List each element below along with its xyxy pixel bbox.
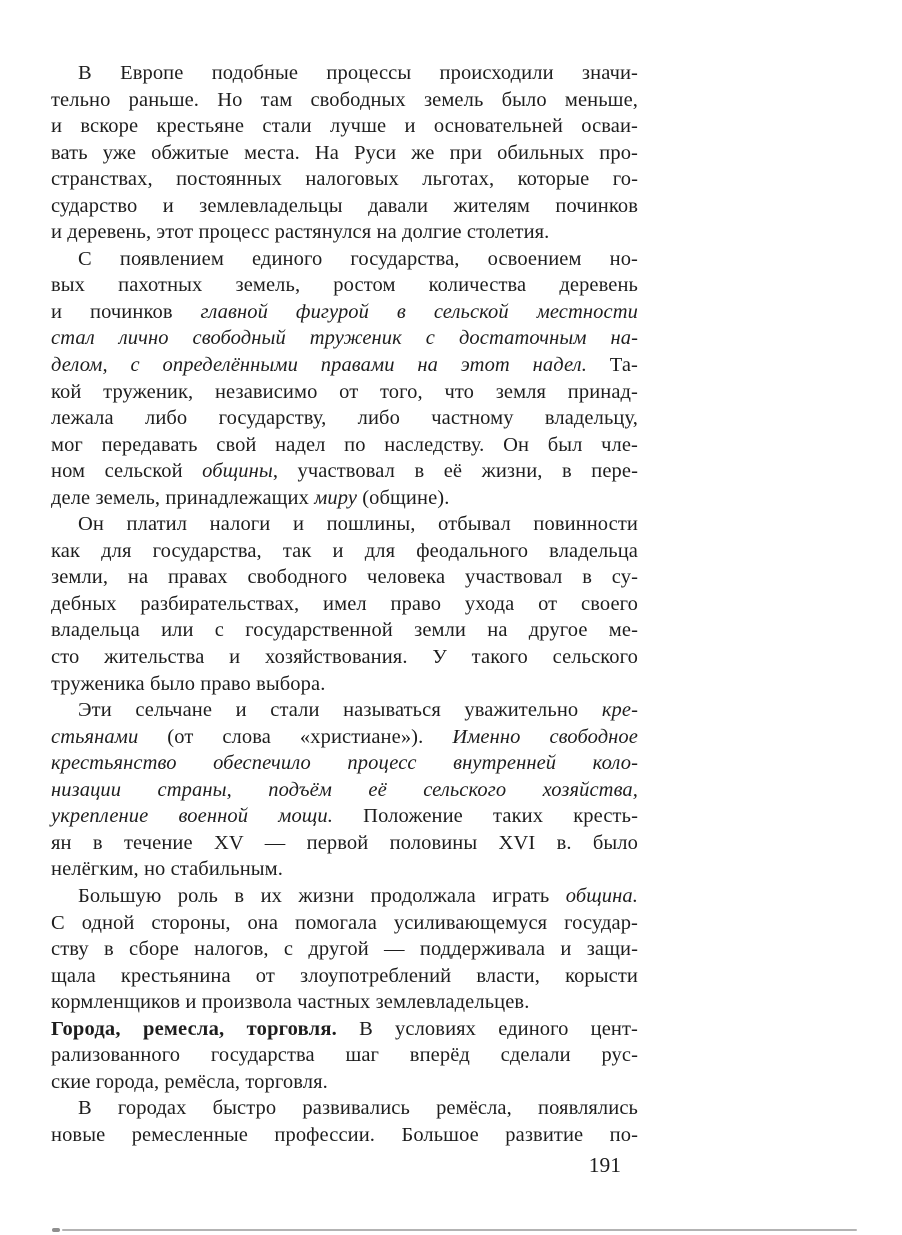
body-text: Положение таких кресть- [332,805,638,828]
text-block [51,60,638,1148]
text-line [51,140,638,167]
text-line [51,299,638,326]
body-text: ству в сборе налогов, с другой — поддерживала и защи- [51,938,638,961]
text-line [51,856,638,883]
scan-artifact-corner [52,1228,60,1232]
run-in-heading: Города, ремесла, торговля. [51,1017,337,1040]
text-line [51,405,638,432]
text-line [51,644,638,671]
body-text: труженика было право выбора. [51,672,326,695]
emphasis-text: делом, с определёнными правами на этот надел. [51,354,587,377]
body-text: кой труженик, независимо от того, что земля принад- [51,380,638,403]
paragraph [51,697,638,883]
body-text: вать уже обжитые места. На Руси же при обильных про- [51,141,638,164]
body-text: ские города, ремёсла, торговля. [51,1070,328,1093]
paragraph [51,883,638,1016]
text-line [51,617,638,644]
text-line [51,511,638,538]
text-line [51,989,638,1016]
text-line [51,883,638,910]
body-text: сто жительства и хозяйствования. У такого сельского [51,646,638,669]
text-line [51,60,638,87]
text-line [51,246,638,273]
text-line [51,671,638,698]
body-text: Та- [586,354,638,377]
body-text: С одной стороны, она помогала усиливающемуся государ- [51,911,638,934]
text-line [51,591,638,618]
text-line [51,87,638,114]
body-text: мог передавать свой надел по наследству. Он был чле- [51,433,638,456]
body-text: земли, на правах свободного человека участвовал в су- [51,566,638,589]
text-line [51,750,638,777]
body-text: и деревень, этот процесс растянулся на долгие столетия. [51,221,550,244]
body-text: кормленщиков и произвола частных землевладельцев. [51,991,530,1014]
body-text: как для государства, так и для феодального владельца [51,539,638,562]
text-line [51,1122,638,1149]
emphasis-text: низации страны, подъём её сельского хозяйства, [51,778,638,801]
body-text: ном сельской [51,460,203,483]
body-text: В Европе подобные процессы происходили значи- [78,62,638,84]
emphasis-text: стьянами [51,725,139,748]
page-number: 191 [588,1153,621,1177]
text-line [51,724,638,751]
text-line [51,564,638,591]
text-line [51,352,638,379]
text-line [51,379,638,406]
text-line [51,697,638,724]
body-text: В городах быстро развивались ремёсла, появлялись [78,1097,638,1120]
text-line [51,1095,638,1122]
text-line [51,1042,638,1069]
emphasis-text: стал лично свободный труженик с достаточным на- [51,327,638,350]
body-text: и вскоре крестьяне стали лучше и основательней осваи- [51,115,638,138]
body-text: щала крестьянина от злоупотреблений власти, корысти [51,964,638,987]
body-text: новые ремесленные профессии. Большое развитие по- [51,1123,638,1146]
text-line [51,272,638,299]
text-line [51,1016,638,1043]
body-text: , участвовал в её жизни, в пере- [272,460,638,483]
body-text: сударство и землевладельцы давали жителям починков [51,194,638,217]
text-line [51,1069,638,1096]
text-line [51,830,638,857]
text-line [51,936,638,963]
body-text: странствах, постоянных налоговых льготах, которые го- [51,168,638,191]
body-text: В условиях единого цент- [336,1017,638,1040]
paragraph [51,246,638,511]
body-text: нелёгким, но стабильным. [51,858,283,881]
emphasis-text: общины [202,460,273,483]
emphasis-text: кре- [601,699,638,722]
body-text: деле земель, принадлежащих [51,486,315,509]
emphasis-text: укрепление военной мощи. [51,805,333,828]
text-line [51,166,638,193]
text-line [51,963,638,990]
body-text: ян в течение XV — первой половины XVI в. было [51,831,638,854]
body-text: Он платил налоги и пошлины, отбывал повинности [78,513,638,536]
paragraph [51,60,638,246]
body-text: (от слова «христиане»). [138,725,453,748]
body-text: владельца или с государственной земли на другое ме- [51,619,638,642]
text-line [51,193,638,220]
body-text: лежала либо государству, либо частному владельцу, [51,407,638,430]
text-line [51,113,638,140]
body-text: Эти сельчане и стали называться уважительно [78,699,602,722]
paragraph [51,511,638,697]
paragraph [51,1016,638,1096]
body-text: рализованного государства шаг вперёд сделали рус- [51,1044,638,1067]
body-text: дебных разбирательствах, имел право ухода от своего [51,592,638,615]
scan-artifact-line [62,1229,857,1231]
emphasis-text: община. [565,884,638,907]
body-text: и починков [51,300,201,323]
emphasis-text: крестьянство обеспечило процесс внутренней коло- [51,752,638,775]
text-line [51,485,638,512]
body-text: (общине). [357,486,450,509]
text-line [51,458,638,485]
emphasis-text: главной фигурой в сельской местности [200,300,638,323]
emphasis-text: миру [314,486,358,509]
emphasis-text: Именно свободное [452,725,638,748]
text-line [51,777,638,804]
text-line [51,432,638,459]
body-text: С появлением единого государства, освоением но- [78,247,638,270]
body-text: вых пахотных земель, ростом количества деревень [51,274,638,297]
text-line [51,219,638,246]
text-line [51,538,638,565]
text-line [51,803,638,830]
text-line [51,325,638,352]
body-text: Большую роль в их жизни продолжала играть [78,884,566,907]
text-line [51,910,638,937]
paragraph [51,1095,638,1148]
body-text: тельно раньше. Но там свободных земель было меньше, [51,88,638,111]
